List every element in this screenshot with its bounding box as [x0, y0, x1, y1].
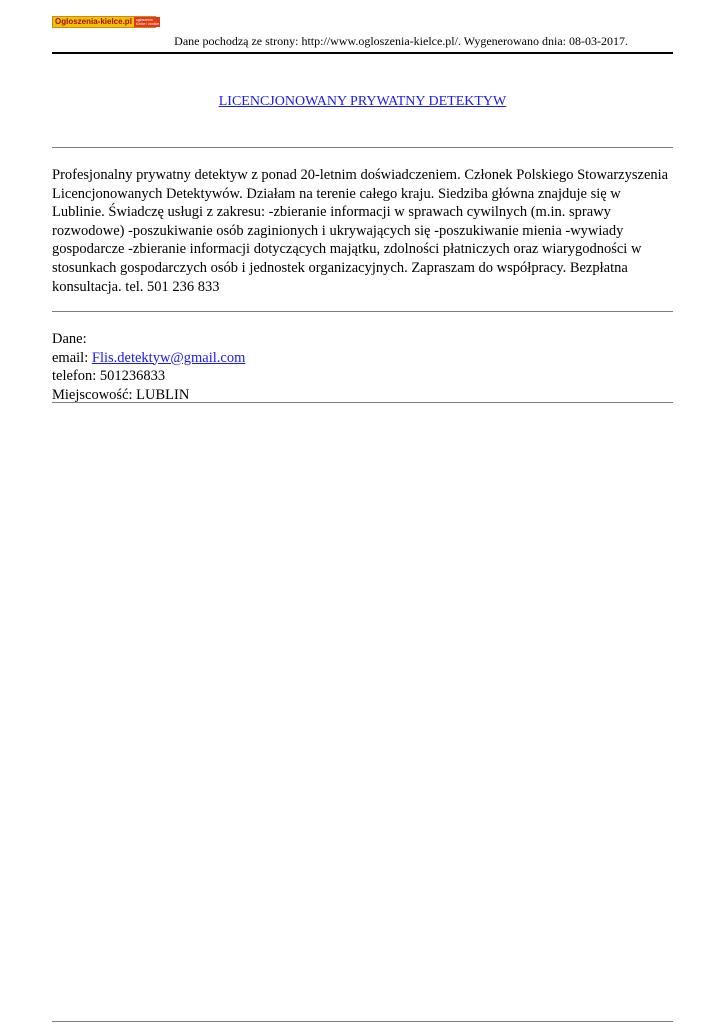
site-logo[interactable]: [52, 16, 160, 28]
listing-title-link[interactable]: LICENCJONOWANY PRYWATNY DETEKTYW: [218, 94, 507, 109]
logo-side-text-bottom: Kielce i okolice: [135, 22, 160, 26]
listing-title: [52, 94, 673, 110]
email-label: email:: [52, 349, 92, 366]
title-divider: [52, 147, 673, 148]
footer-divider: [52, 1021, 673, 1022]
contact-details: [52, 330, 673, 404]
phone-row: [52, 367, 673, 386]
email-row: [52, 349, 673, 368]
city-value: LUBLIN: [136, 386, 190, 403]
header-divider: [52, 52, 673, 54]
details-heading: Dane:: [52, 331, 87, 347]
source-info: Dane pochodzą ze strony: http://www.ogloszenia-kielce.pl/. Wygenerowano dnia: 08-03-2017.: [174, 34, 628, 48]
city-label: Miejscowość:: [52, 386, 137, 403]
listing-description: Profesjonalny prywatny detektyw z ponad 20-letnim doświadczeniem. Członek Polskiego Stowarzyszenia Licencjonowanych Detektywów. Działam na terenie całego kraju. Siedziba główna znajduje się w Lublinie. Świadczę usługi z zakresu: -zbieranie informacji w sprawach cywilnych (m.in. sprawy rozwodowe) -poszukiwanie osób zaginionych i ukrywających się -poszukiwanie mienia -wywiady gospodarcze -zbieranie informacji dotyczących majątku, zdolności płatniczych oraz wiarygodności w stosunkach gospodarczych osób i jednostek organizacyjnych. Zapraszam do współpracy. Bezpłatna konsultacja. tel. 501 236 833: [52, 167, 669, 295]
phone-label: telefon:: [52, 368, 100, 385]
logo-side-text-top: ogłoszenia: [135, 18, 153, 22]
email-link[interactable]: Flis.detektyw@gmail.com: [91, 349, 246, 366]
logo-main-text: Ogloszenia-kielce.pl: [55, 17, 132, 26]
details-divider: [52, 402, 673, 403]
logo-side-text: [134, 17, 160, 27]
description-divider: [52, 311, 673, 312]
phone-value: 501236833: [99, 368, 166, 385]
